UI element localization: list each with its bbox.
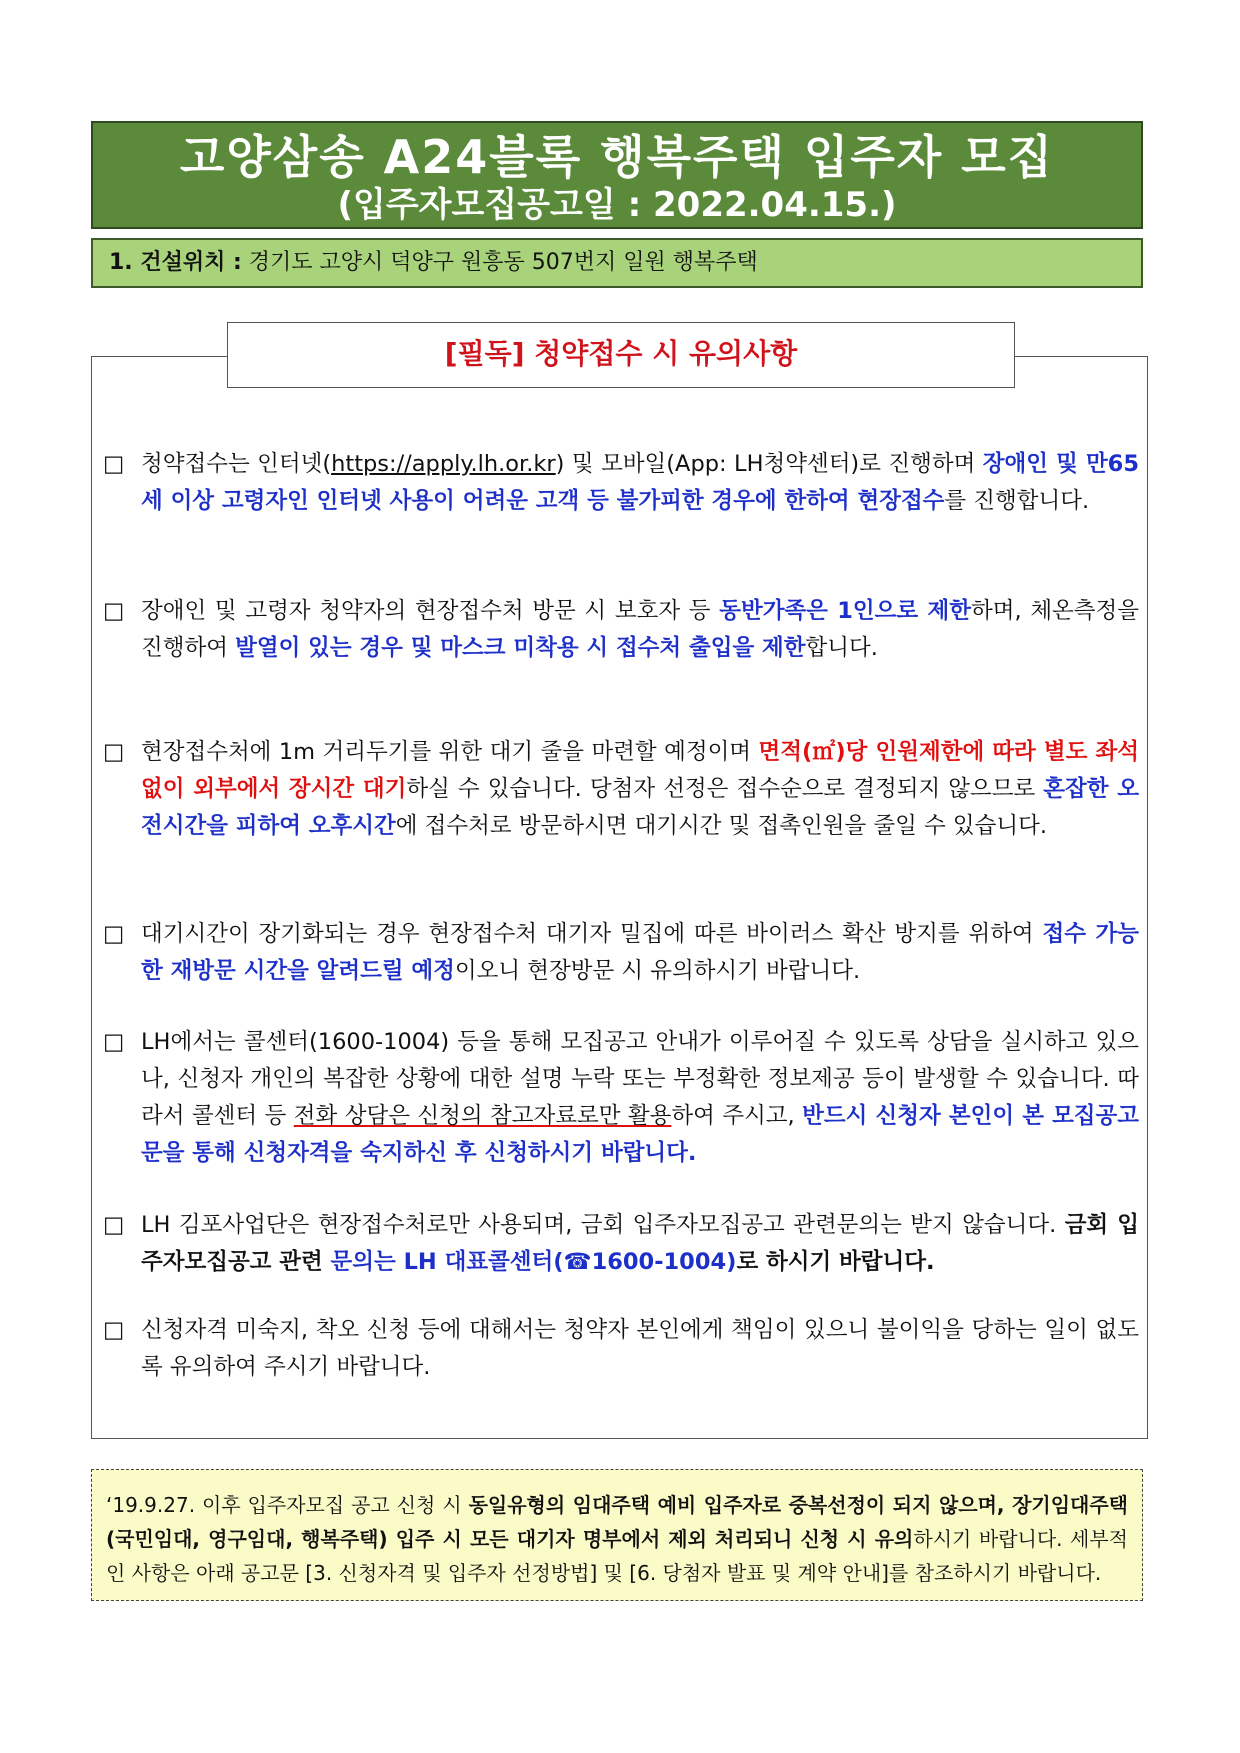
highlight-text: 문의는 LH 대표콜센터(☎1600-1004) [330,1249,737,1275]
notice-item-revisit-time [103,916,1139,990]
text-run: 이오니 현장방문 시 유의하시기 바랍니다. [454,958,861,984]
text-run: 하시기 바랍니다. 세부적인 사항은 아래 공고문 [3. 신청자격 및 입주자 선정방법] 및 [6. 당첨자 발표 및 계약 안내]를 참조하시기 바랍니다. [106,1527,1129,1585]
text-run: 하며, 체온측정을 진행하여 [141,598,1139,661]
highlight-text: 반드시 신청자 본인이 본 모집공고문을 통해 신청자격을 숙지하신 후 신청하시기 바랍니다. [141,1103,1140,1166]
notice-item-text [141,1207,1139,1281]
text-run: 합니다. [805,635,878,661]
text-run: 청약접수는 인터넷( [141,451,332,477]
text-run: 장애인 및 고령자 청약자의 현장접수처 방문 시 보호자 등 [141,598,720,624]
bold-text: 금회 입주자모집공고 관련 [141,1212,1139,1275]
bold-text: 로 하시기 바랍니다. [736,1249,935,1275]
text-run: ‘19.9.27. 이후 입주자모집 공고 신청 시 [106,1493,469,1517]
location-box [91,238,1143,288]
checkbox-square-icon: □ [103,921,125,947]
notice-item-online-application [103,446,1139,520]
text-run: 를 진행합니다. [944,488,1090,514]
notice-item-text [141,734,1139,845]
checkbox-square-icon: □ [103,1029,125,1055]
checkbox-square-icon: □ [103,598,125,624]
notice-heading [227,322,1015,388]
notice-heading-text: 청약접수 시 유의사항 [534,337,798,370]
footer-note [91,1469,1143,1601]
text-run: ) 및 모바일(App: LH청약센터)로 진행하며 [555,451,983,477]
notice-item-text: 신청자격 미숙지, 착오 신청 등에 대해서는 청약자 본인에게 책임이 있으니 불이익을 당하는 일이 없도록 유의하여 주시기 바랍니다. [141,1317,1139,1380]
text-run: 대기시간이 장기화되는 경우 현장접수처 대기자 밀집에 따른 바이러스 확산 방지를 위하여 [141,921,1043,947]
underlined-text: 전화 상담은 신청의 참고자료로만 활용 [293,1103,672,1129]
notice-heading-tag: [필독] [444,337,525,370]
location-value: 경기도 고양시 덕양구 원흥동 507번지 일원 행복주택 [248,250,758,275]
notice-item-text [141,1024,1139,1172]
text-run: LH 김포사업단은 현장접수처로만 사용되며, 금회 입주자모집공고 관련문의는 받지 않습니다. [141,1212,1065,1238]
highlight-text: 동반가족은 1인으로 제한 [719,598,971,624]
announcement-date: (입주자모집공고일 : 2022.04.15.) [337,185,897,225]
checkbox-square-icon: □ [103,1317,125,1343]
highlight-text: 장애인 및 만65세 이상 고령자인 인터넷 사용이 어려운 고객 등 불가피한 경우에 한하여 현장접수 [141,451,1139,514]
page-title: 고양삼송 A24블록 행복주택 입주자 모집 [179,130,1055,184]
location-label: 1. 건설위치 : [109,250,242,275]
notice-item-responsibility [103,1312,1139,1386]
checkbox-square-icon: □ [103,451,125,477]
text-run: 하실 수 있습니다. 당첨자 선정은 접수순으로 결정되지 않으므로 [406,776,1044,802]
title-banner [91,121,1143,229]
highlight-text: 혼잡한 오전시간을 피하여 오후시간 [141,776,1139,839]
notice-item-visit-restriction [103,593,1139,667]
highlight-text: 발열이 있는 경우 및 마스크 미착용 시 접수처 출입을 제한 [235,635,806,661]
highlight-text: 접수 가능한 재방문 시간을 알려드릴 예정 [141,921,1139,984]
apply-link[interactable]: https://apply.lh.or.kr [331,451,556,477]
notice-item-text [141,593,1139,667]
text-run: 에 접수처로 방문하시면 대기시간 및 접촉인원을 줄일 수 있습니다. [395,813,1047,839]
checkbox-square-icon: □ [103,1212,125,1238]
notice-item-waiting-line [103,734,1139,845]
warning-text: 면적(㎡)당 인원제한에 따라 별도 좌석 없이 외부에서 장시간 대기 [141,739,1139,802]
notice-item-call-center [103,1024,1139,1172]
notice-item-text [141,446,1139,520]
checkbox-square-icon: □ [103,739,125,765]
notice-item-text [141,916,1139,990]
bold-text: 동일유형의 임대주택 예비 입주자로 중복선정이 되지 않으며, 장기임대주택(국민임대, 영구임대, 행복주택) 입주 시 모든 대기자 명부에서 제외 처리되니 신청 시 유의 [106,1493,1128,1551]
notice-item-gimpo-office [103,1207,1139,1281]
text-run: 하여 주시고, [671,1103,803,1129]
text-run: 현장접수처에 1m 거리두기를 위한 대기 줄을 마련할 예정이며 [141,739,759,765]
text-run: LH에서는 콜센터(1600-1004) 등을 통해 모집공고 안내가 이루어질 수 있도록 상담을 실시하고 있으나, 신청자 개인의 복잡한 상황에 대한 설명 누락 또는 부정확한 정보제공 등이 발생할 수 있습니다. 따라서 콜센터 등 [141,1029,1139,1129]
